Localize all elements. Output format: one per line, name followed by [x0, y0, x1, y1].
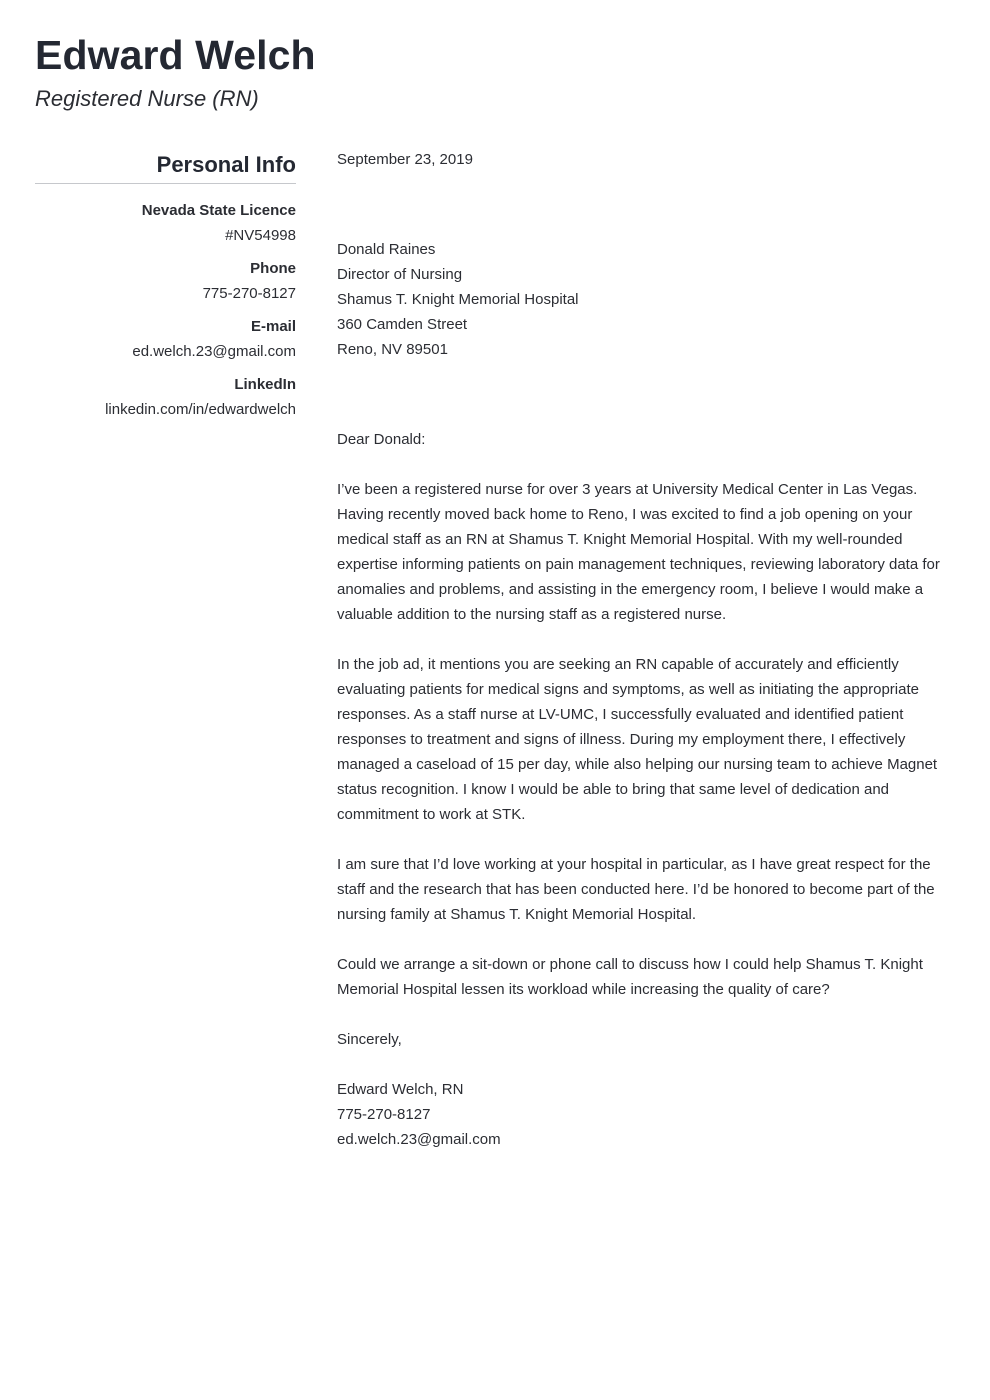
- personal-info-heading: Personal Info: [35, 148, 296, 184]
- linkedin-label: LinkedIn: [234, 376, 296, 393]
- personal-info-list: [35, 201, 296, 420]
- applicant-name: Edward Welch: [35, 32, 316, 78]
- recipient-street: 360 Camden Street: [337, 316, 468, 333]
- letter-paragraph-4: Could we arrange a sit-down or phone call to discuss how I could help Shamus T. Knight Memorial Hospital lessen its workload while increasing the quality of care?: [337, 956, 923, 998]
- recipient-address: [337, 237, 947, 362]
- recipient-name: Donald Raines: [337, 241, 436, 258]
- letter-paragraph-2: In the job ad, it mentions you are seeking an RN capable of accurately and efficiently evaluating patients for medical signs and symptoms, as well as initiating the appropriate responses. As a staff nurse at LV-UMC, I successfully evaluated and identified patient responses to treatment and signs of illness. During my employment there, I effectively managed a caseload of 15 per day, while also helping our nursing team to achieve Magnet status recognition. I know I would be able to bring that same level of dedication and commitment to work at STK.: [337, 656, 938, 823]
- salutation: Dear Donald:: [337, 431, 426, 448]
- letter-paragraph-3: I am sure that I’d love working at your hospital in particular, as I have great respect for the staff and the research that has been conducted here. I’d be honored to become part of the nursing family at Shamus T. Knight Memorial Hospital.: [337, 856, 935, 923]
- cover-letter: [337, 147, 947, 1152]
- signature-phone: 775-270-8127: [337, 1106, 431, 1123]
- personal-info-sidebar: [35, 148, 296, 433]
- recipient-company: Shamus T. Knight Memorial Hospital: [337, 291, 579, 308]
- email-value: ed.welch.23@gmail.com: [132, 343, 296, 360]
- phone-label: Phone: [250, 260, 296, 277]
- recipient-city: Reno, NV 89501: [337, 341, 448, 358]
- job-title: Registered Nurse (RN): [35, 86, 259, 111]
- resume-header: [35, 30, 935, 113]
- licence-label: Nevada State Licence: [141, 202, 296, 219]
- letter-paragraph-1: I’ve been a registered nurse for over 3 years at University Medical Center in Las Vegas. Having recently moved back home to Reno, I was excited to find a job opening on your medical staff as an RN at Shamus T. Knight Memorial Hospital. With my well-rounded expertise informing patients on pain management techniques, reviewing laboratory data for anomalies and problems, and assisting in the emergency room, I believe I would make a valuable addition to the nursing staff as a registered nurse.: [337, 481, 940, 623]
- phone-value: 775-270-8127: [202, 285, 296, 302]
- recipient-position: Director of Nursing: [337, 266, 463, 283]
- linkedin-value: linkedin.com/in/edwardwelch: [105, 401, 296, 418]
- letter-date: September 23, 2019: [337, 151, 473, 168]
- signature-name: Edward Welch, RN: [337, 1081, 464, 1098]
- email-label: E-mail: [250, 318, 296, 335]
- signature-block: [337, 1077, 947, 1152]
- closing: Sincerely,: [337, 1031, 402, 1048]
- signature-email: ed.welch.23@gmail.com: [337, 1131, 501, 1148]
- licence-value: #NV54998: [225, 227, 296, 244]
